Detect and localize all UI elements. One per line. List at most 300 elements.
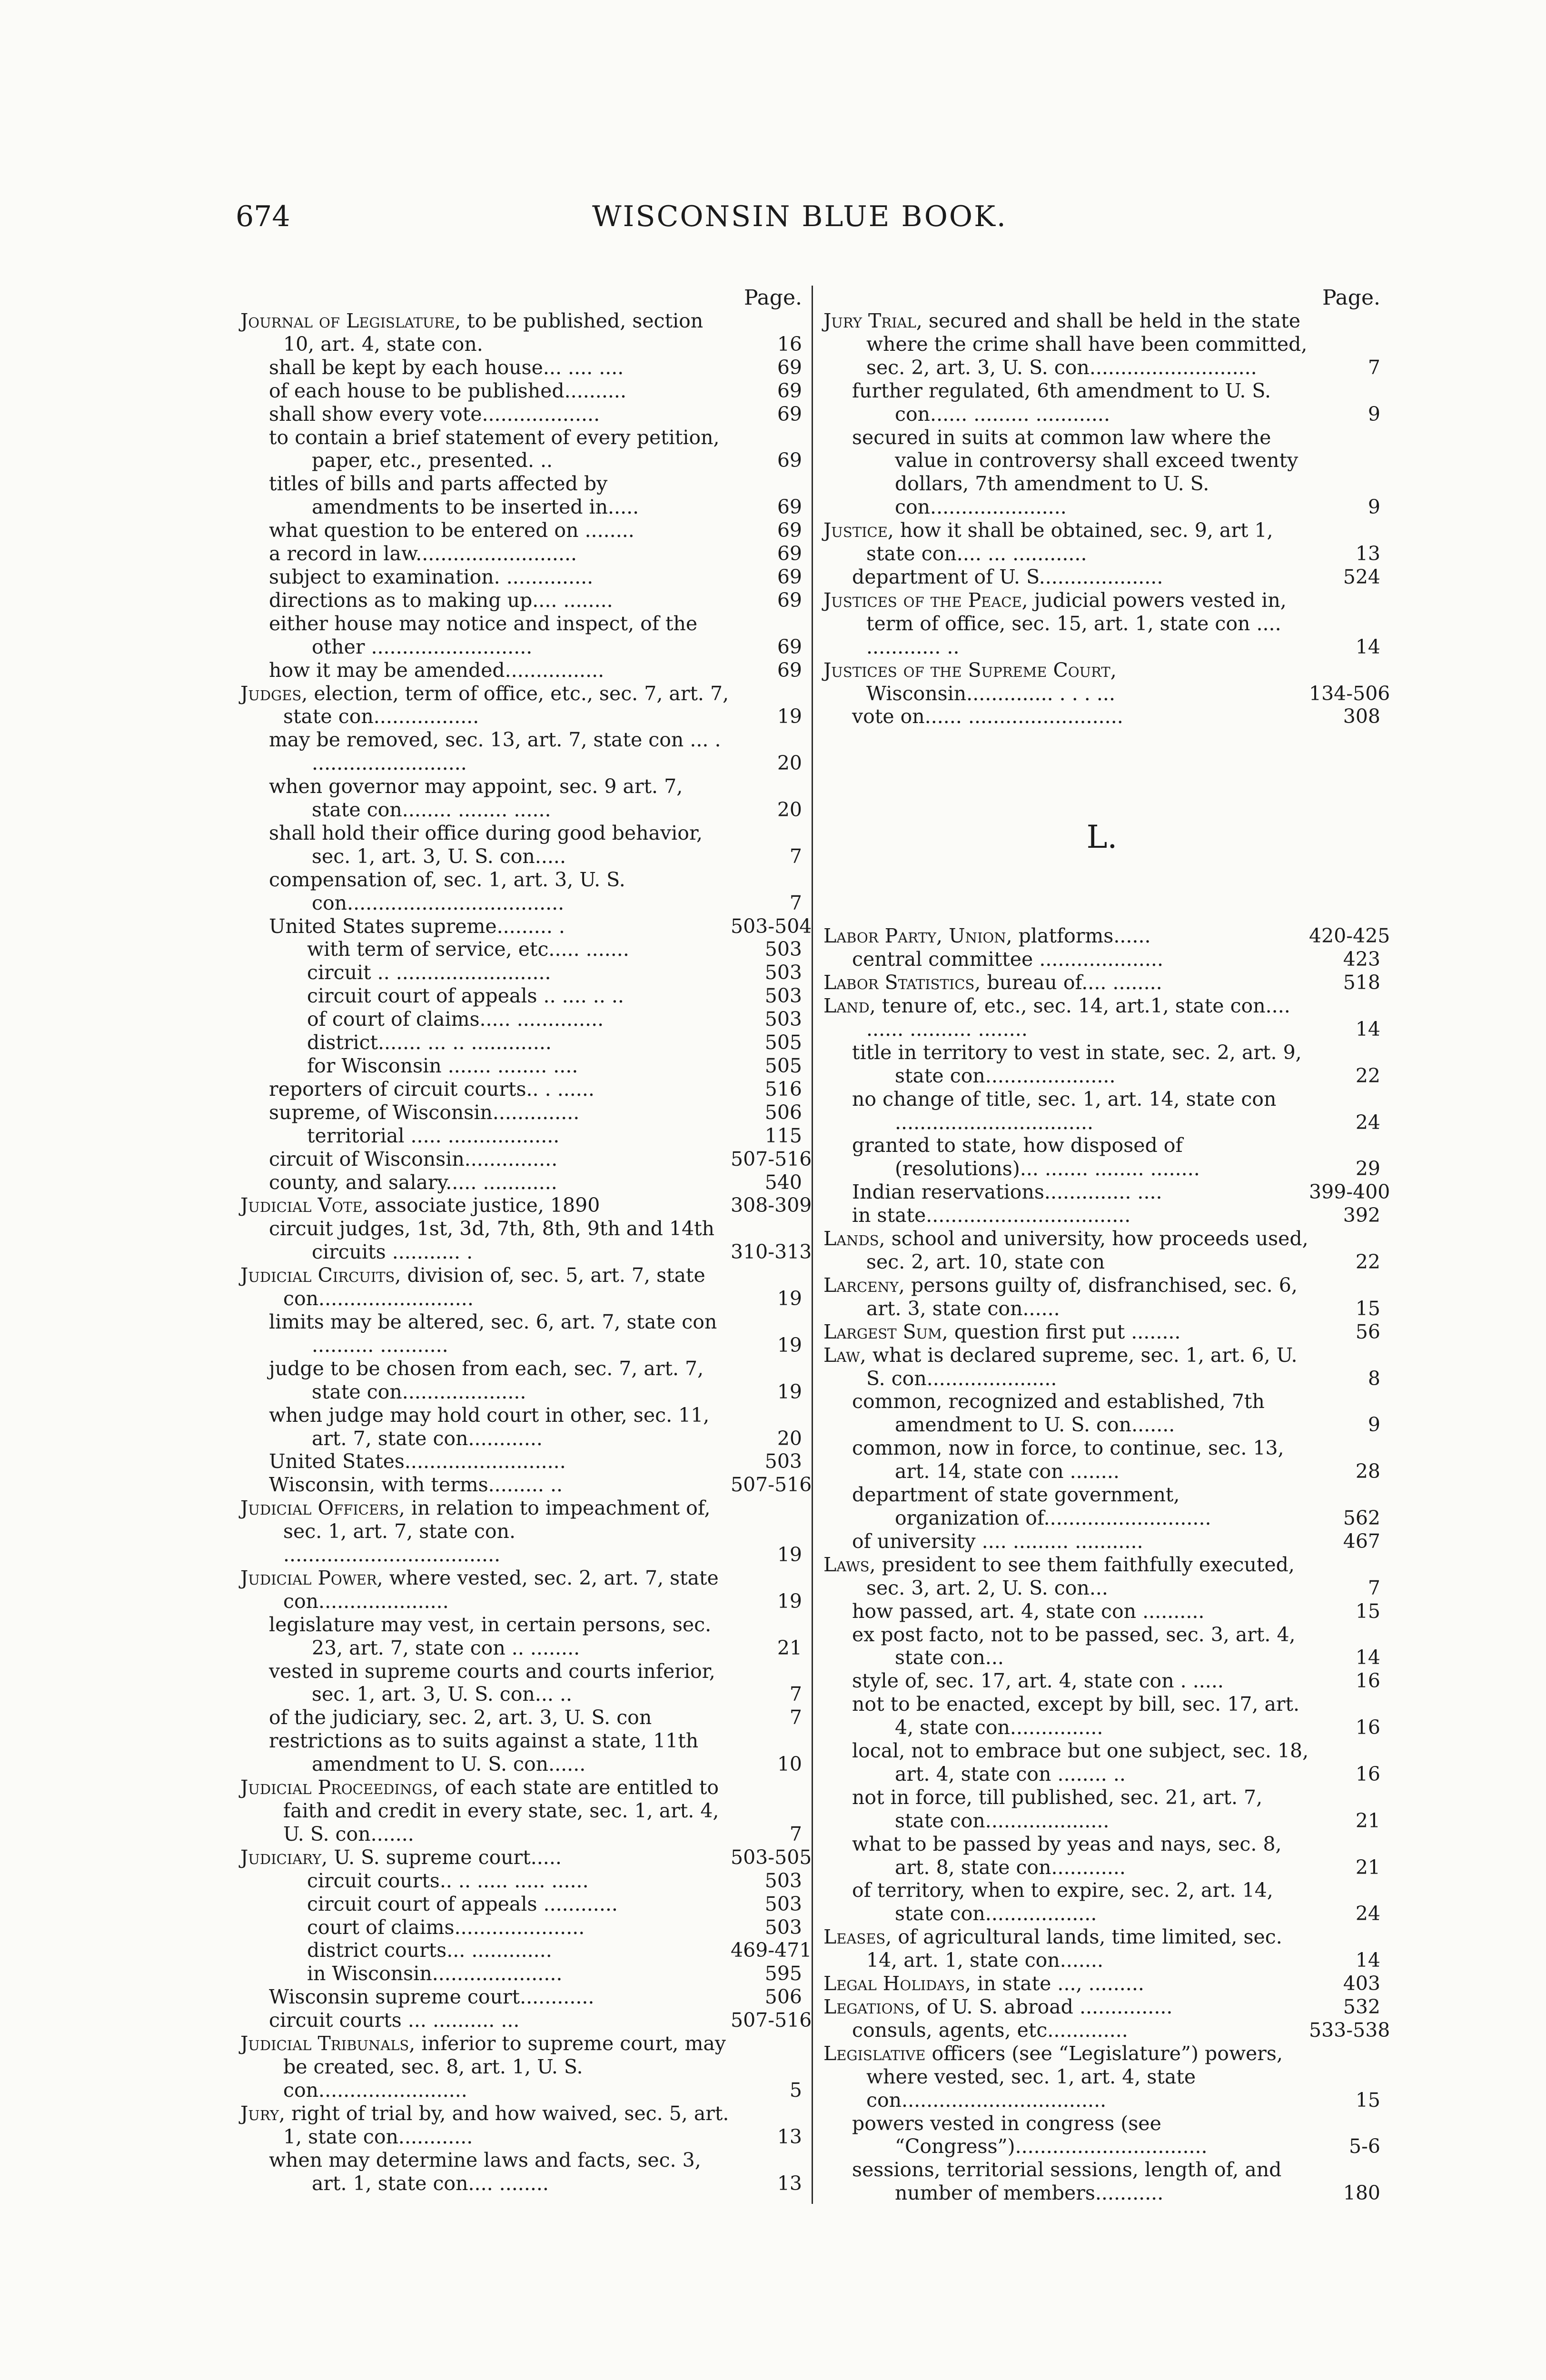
entry-text [852, 1041, 1309, 1088]
index-entry [823, 1669, 1380, 1693]
entry-page-number: 7 [789, 1683, 802, 1706]
index-entry [240, 309, 802, 356]
entry-page-number: 69 [777, 379, 802, 402]
index-entry [240, 2149, 802, 2195]
entry-heading: Legations, [823, 1995, 921, 2018]
index-entry [240, 1124, 802, 1148]
entry-page-number: 7 [789, 1706, 802, 1729]
entry-text [852, 2112, 1309, 2159]
index-entry [240, 1497, 802, 1567]
entry-page-number: 503 [764, 1450, 802, 1473]
index-entry [240, 542, 802, 565]
entry-description: question first put ........ [948, 1320, 1181, 1343]
index-entry [240, 1776, 802, 1846]
entry-description: for Wisconsin ....... ........ .... [307, 1054, 578, 1077]
entry-page-number: 180 [1343, 2182, 1380, 2205]
entry-text [852, 1600, 1309, 1623]
entry-page-number: 506 [764, 1985, 802, 2009]
index-entry [823, 1925, 1380, 1972]
entry-description: circuit court of appeals .. .... .. .. [307, 984, 624, 1008]
entry-description: local, not to embrace but one subject, sec. 18, art. 4, state con ........ .. [852, 1739, 1309, 1785]
entry-description: consuls, agents, etc............. [852, 2018, 1128, 2042]
index-entry [823, 1274, 1380, 1320]
entry-heading: Legal Holidays, [823, 1972, 971, 1995]
entry-page-number: 7 [789, 844, 802, 868]
index-entry [823, 426, 1380, 519]
entry-description: titles of bills and parts affected by amendments to be inserted in..... [269, 472, 639, 519]
entry-page-number: 19 [777, 1333, 802, 1357]
entry-description: how it shall be obtained, sec. 9, art 1, state con.... ... ............ [866, 519, 1273, 565]
index-entry-list [240, 309, 812, 2195]
entry-description: restrictions as to suits against a state, 11th amendment to U. S. con...... [269, 1729, 699, 1776]
entry-description: tenure of, etc., sec. 14, art.1, state con.... ...... .......... ........ [866, 994, 1290, 1041]
index-entry [240, 822, 802, 868]
entry-description: inferior to supreme court, may be created, sec. 8, art. 1, U. S. con........................ [283, 2032, 726, 2102]
entry-page-number: 21 [1355, 1809, 1380, 1832]
entry-text [240, 1776, 731, 1846]
index-column-left [240, 286, 812, 2195]
entry-description: to contain a brief statement of every petition, paper, etc., presented. .. [269, 426, 720, 472]
entry-heading: Judicial Officers, [240, 1497, 405, 1520]
entry-description: title in territory to vest in state, sec. 2, art. 9, state con..................... [852, 1041, 1302, 1087]
entry-page-number: 8 [1368, 1367, 1380, 1390]
entry-page-number: 310-313 [731, 1240, 812, 1264]
entry-text [269, 542, 731, 565]
entry-page-number: 532 [1343, 1995, 1380, 2018]
index-entry [240, 1962, 802, 1985]
entry-text [269, 1310, 731, 1357]
index-entry [240, 356, 802, 379]
entry-text [269, 2009, 731, 2032]
entry-page-number: 19 [777, 1287, 802, 1310]
entry-description: United States supreme......... . [269, 914, 565, 938]
index-entry [240, 1706, 802, 1729]
entry-text [240, 1194, 731, 1217]
entry-page-number: 540 [764, 1170, 802, 1194]
entry-description: when governor may appoint, sec. 9 art. 7, state con........ ........ ...... [269, 775, 683, 822]
entry-description: right of trial by, and how waived, sec. 5, art. 1, state con............ [283, 2102, 729, 2148]
entry-text [307, 1008, 731, 1031]
index-entry [240, 472, 802, 519]
index-entry [240, 1613, 802, 1660]
entry-text [852, 1204, 1309, 1227]
page-number: 674 [236, 200, 290, 233]
index-entry [240, 659, 802, 682]
entry-description: shall hold their office during good behavior, sec. 1, art. 3, U. S. con..... [269, 821, 703, 868]
entry-description: Wisconsin supreme court............ [269, 1985, 595, 2009]
entry-text [823, 1995, 1309, 2019]
entry-text [269, 1985, 731, 2009]
entry-description: territorial ..... .................. [307, 1124, 560, 1147]
entry-text [240, 2102, 731, 2149]
index-entry [823, 924, 1390, 948]
entry-page-number: 16 [777, 332, 802, 356]
entry-page-number: 28 [1355, 1460, 1380, 1483]
entry-text [269, 1404, 731, 1450]
entry-text [269, 1101, 731, 1124]
entry-page-number: 503 [764, 1892, 802, 1915]
entry-description: secured and shall be held in the state where the crime shall have been committed, sec. 2, art. 3, U. S. con........................... [866, 309, 1308, 379]
entry-text [852, 1879, 1309, 1925]
index-entry [240, 868, 802, 915]
entry-page-number: 308-309 [731, 1194, 812, 1217]
entry-text [269, 472, 731, 519]
entry-text [269, 1706, 731, 1729]
index-entry [240, 2032, 802, 2102]
entry-page-number: 505 [764, 1031, 802, 1054]
index-entry [240, 1101, 802, 1124]
index-entry [823, 994, 1380, 1041]
entry-description: in state................................. [852, 1204, 1131, 1227]
entry-page-number: 518 [1343, 971, 1380, 994]
entry-description: subject to examination. .............. [269, 565, 594, 588]
entry-page-number: 19 [777, 1543, 802, 1567]
entry-text [852, 565, 1309, 589]
entry-page-number: 19 [777, 705, 802, 728]
index-entry [240, 589, 802, 612]
entry-page-number: 9 [1368, 1413, 1380, 1437]
entry-text [823, 1320, 1309, 1344]
entry-text [240, 309, 731, 356]
entry-description: secured in suits at common law where the value in controversy shall exceed twenty dollars, 7th amendment to U. S. con...................... [852, 426, 1298, 519]
entry-heading: Laws, [823, 1553, 876, 1576]
entry-description: in state ..., ......... [971, 1972, 1144, 1995]
index-entry [240, 961, 802, 984]
entry-description: of court of claims..... .............. [307, 1008, 604, 1031]
entry-description: officers (see “Legislature”) powers, where vested, sec. 1, art. 4, state con................................. [866, 2042, 1283, 2112]
entry-text [269, 1729, 731, 1776]
index-entry [823, 658, 1390, 705]
entry-text [307, 1939, 731, 1962]
entry-description: Wisconsin, with terms......... .. [269, 1473, 563, 1497]
index-entry [240, 775, 802, 822]
entry-text [269, 1613, 731, 1660]
entry-page-number: 69 [777, 449, 802, 472]
entry-heading: Leases, [823, 1925, 892, 1949]
entry-text [269, 2149, 731, 2195]
entry-text [269, 612, 731, 659]
entry-page-number: 503 [764, 1869, 802, 1892]
entry-description: reporters of circuit courts.. . ...... [269, 1077, 595, 1101]
entry-page-number: 503 [764, 984, 802, 1008]
entry-description: circuit .. ......................... [307, 961, 551, 984]
entry-description: district courts... ............. [307, 1939, 552, 1962]
entry-heading: Justice, [823, 519, 894, 542]
index-entry [823, 1530, 1380, 1553]
entry-description: of agricultural lands, time limited, sec. 14, art. 1, state con....... [866, 1925, 1282, 1972]
index-entry-list [823, 309, 1390, 728]
entry-page-number: 22 [1355, 1250, 1380, 1273]
entry-text [307, 1962, 731, 1985]
index-entry [823, 1739, 1380, 1786]
entry-page-number: 503 [764, 1008, 802, 1031]
entry-text [269, 1473, 731, 1497]
entry-text [240, 2032, 731, 2102]
index-entry [240, 403, 802, 426]
entry-description: court of claims..................... [307, 1915, 585, 1939]
entry-description: of territory, when to expire, sec. 2, art. 14, state con.................. [852, 1879, 1273, 1925]
entry-description: persons guilty of, disfranchised, sec. 6, art. 3, state con...... [866, 1273, 1298, 1320]
entry-heading: Lands, [823, 1227, 885, 1250]
entry-page-number: 503 [764, 938, 802, 961]
entry-description: vested in supreme courts and courts inferior, sec. 1, art. 3, U. S. con... .. [269, 1659, 715, 1706]
index-entry [823, 565, 1380, 589]
index-entry [240, 1217, 812, 1264]
index-entry [240, 728, 802, 775]
entry-description: election, term of office, etc., sec. 7, art. 7, state con................. [283, 682, 729, 728]
entry-description: department of state government, organization of........................... [852, 1483, 1211, 1529]
entry-text [823, 589, 1309, 659]
entry-page-number: 134-506 [1309, 682, 1390, 705]
index-entry [823, 1390, 1380, 1437]
entry-text [269, 1660, 731, 1706]
entry-text [269, 356, 731, 379]
entry-text [307, 938, 731, 961]
entry-heading: Larceny, [823, 1273, 905, 1297]
index-entry [823, 2158, 1380, 2205]
entry-text [852, 1134, 1309, 1180]
entry-page-number: 29 [1355, 1157, 1380, 1180]
entry-description: circuit of Wisconsin............... [269, 1147, 558, 1170]
index-entry [240, 1729, 802, 1776]
entry-page-number: 69 [777, 542, 802, 565]
entry-page-number: 595 [764, 1962, 802, 1985]
entry-page-number: 19 [777, 1589, 802, 1613]
index-entry [240, 2009, 812, 2032]
entry-page-number: 20 [777, 798, 802, 822]
entry-text [823, 519, 1309, 565]
entry-page-number: 503-504 [731, 914, 812, 938]
index-entry [823, 519, 1380, 565]
entry-page-number: 7 [1368, 356, 1380, 379]
entry-page-number: 19 [777, 1380, 802, 1403]
entry-description: powers vested in congress (see “Congress”)............................... [852, 2112, 1208, 2158]
entry-text [269, 1148, 731, 1171]
entry-text [269, 868, 731, 915]
entry-text [852, 1739, 1309, 1786]
entry-heading: Labor Party, Union, [823, 924, 1012, 948]
entry-description: president to see them faithfully executed, sec. 3, art. 2, U. S. con... [866, 1553, 1295, 1599]
index-entry [240, 379, 802, 403]
entry-page-number: 524 [1343, 565, 1380, 588]
entry-description: Wisconsin.............. . . . ... [866, 682, 1115, 705]
entry-text [852, 2158, 1309, 2205]
entry-page-number: 503 [764, 1915, 802, 1939]
entry-description: circuit court of appeals ............ [307, 1892, 618, 1915]
index-entry [823, 1088, 1380, 1134]
entry-description: judge to be chosen from each, sec. 7, art. 7, state con.................... [269, 1357, 704, 1403]
entry-page-number: 21 [1355, 1855, 1380, 1879]
index-entry [240, 519, 802, 542]
entry-text [269, 915, 731, 938]
entry-page-number: 14 [1355, 1949, 1380, 1972]
entry-heading: Journal of Legislature, [240, 309, 461, 332]
index-entry [240, 1147, 812, 1171]
index-entry [240, 1031, 802, 1054]
index-entry [823, 1600, 1380, 1623]
entry-page-number: 308 [1343, 705, 1380, 728]
entry-description: further regulated, 6th amendment to U. S. con...... ......... ............ [852, 379, 1271, 426]
index-entry [823, 705, 1380, 728]
index-entry [823, 1623, 1380, 1670]
entry-heading: Judicial Vote, [240, 1194, 369, 1217]
entry-description: vote on...... ......................... [852, 705, 1123, 728]
entry-text [269, 426, 731, 473]
entry-text [269, 1217, 731, 1264]
entry-page-number: 7 [1368, 1576, 1380, 1599]
index-entry [823, 1833, 1380, 1879]
entry-description: style of, sec. 17, art. 4, state con . ..... [852, 1669, 1224, 1693]
index-entry [240, 612, 802, 659]
entry-description: circuit courts ... .......... ... [269, 2009, 520, 2032]
entry-page-number: 20 [777, 1427, 802, 1450]
page-title: WISCONSIN BLUE BOOK. [592, 200, 1008, 233]
entry-text [852, 1669, 1309, 1693]
entry-page-number: 69 [777, 356, 802, 379]
entry-text [823, 1227, 1309, 1274]
index-entry [240, 1357, 802, 1404]
entry-text [823, 1344, 1309, 1390]
index-entry [240, 2102, 802, 2149]
entry-text [240, 1497, 731, 1567]
entry-page-number: 69 [777, 588, 802, 612]
entry-description: platforms...... [1012, 924, 1151, 948]
entry-text [269, 565, 731, 589]
entry-description: in relation to impeachment of, sec. 1, art. 7, state con. ................................... [283, 1497, 711, 1567]
entry-description: with term of service, etc..... ....... [307, 938, 629, 961]
index-entry [240, 938, 802, 961]
entry-description: of each house to be published.......... [269, 379, 626, 402]
entry-description: common, now in force, to continue, sec. 13, art. 14, state con ........ [852, 1437, 1284, 1483]
entry-page-number: 24 [1355, 1111, 1380, 1134]
entry-description: compensation of, sec. 1, art. 3, U. S. con................................... [269, 868, 625, 914]
entry-page-number: 507-516 [731, 2009, 812, 2032]
entry-page-number: 13 [1355, 542, 1380, 565]
entry-text [240, 682, 731, 729]
entry-page-number: 69 [777, 519, 802, 542]
entry-text [307, 984, 731, 1008]
entry-description: when judge may hold court in other, sec. 11, art. 7, state con............ [269, 1403, 710, 1450]
entry-page-number: 516 [764, 1077, 802, 1101]
entry-description: shall show every vote................... [269, 402, 600, 426]
entry-text [823, 971, 1309, 994]
entry-description: common, recognized and established, 7th amendment to U. S. con....... [852, 1390, 1265, 1437]
index-entry [240, 1660, 802, 1706]
entry-text [307, 1124, 731, 1148]
entry-description: of each state are entitled to faith and credit in every state, sec. 1, art. 4, U. S. con....... [283, 1776, 719, 1845]
entry-text [823, 309, 1309, 379]
index-entry [240, 1310, 802, 1357]
index-entry [240, 1171, 802, 1194]
entry-text [823, 1925, 1309, 1972]
section-letter: L. [1086, 819, 1118, 856]
column-divider [812, 286, 813, 2204]
index-entry [240, 1845, 812, 1869]
entry-page-number: 13 [777, 2172, 802, 2195]
entry-text [240, 1846, 731, 1869]
entry-text [240, 1264, 731, 1310]
index-entry [823, 1134, 1380, 1180]
index-entry [240, 1985, 802, 2009]
entry-page-number: 507-516 [731, 1473, 812, 1497]
entry-description: sessions, territorial sessions, length of, and number of members........... [852, 2158, 1282, 2205]
page-column-label: Page. [743, 286, 802, 310]
entry-description: shall be kept by each house... .... .... [269, 356, 624, 379]
entry-page-number: 14 [1355, 1646, 1380, 1669]
entry-page-number: 507-516 [731, 1147, 812, 1170]
entry-text [307, 1916, 731, 1939]
entry-page-number: 392 [1343, 1204, 1380, 1227]
index-entry [823, 948, 1380, 971]
entry-text [852, 1530, 1309, 1553]
entry-page-number: 533-538 [1309, 2018, 1390, 2042]
index-entry [823, 2018, 1390, 2042]
entry-description: of university .... ......... ........... [852, 1529, 1143, 1553]
index-entry [823, 1204, 1380, 1227]
page-header [236, 200, 1364, 243]
entry-text [852, 1623, 1309, 1670]
entry-page-number: 10 [777, 1753, 802, 1776]
entry-description: bureau of.... ........ [981, 971, 1162, 994]
entry-text [269, 1171, 731, 1194]
entry-page-number: 399-400 [1309, 1180, 1390, 1204]
entry-page-number: 56 [1355, 1320, 1380, 1343]
entry-description: what question to be entered on ........ [269, 519, 634, 542]
index-entry [823, 1693, 1380, 1739]
entry-description: directions as to making up.... ........ [269, 588, 613, 612]
entry-page-number: 69 [777, 402, 802, 426]
entry-page-number: 21 [777, 1636, 802, 1659]
index-entry [823, 971, 1380, 994]
entry-heading: Jury, [240, 2102, 285, 2125]
entry-description: limits may be altered, sec. 6, art. 7, state con .......... ........... [269, 1310, 717, 1357]
entry-description: may be removed, sec. 13, art. 7, state con ... . ......................... [269, 728, 721, 775]
index-entry [240, 1078, 802, 1101]
entry-text [269, 1357, 731, 1404]
index-entry [823, 1879, 1380, 1925]
entry-page-number: 14 [1355, 635, 1380, 658]
entry-page-number: 69 [777, 496, 802, 519]
entry-page-number: 24 [1355, 1902, 1380, 1925]
entry-heading: Land, [823, 994, 876, 1018]
entry-text [269, 659, 731, 682]
index-entry [240, 426, 802, 473]
entry-page-number: 9 [1368, 496, 1380, 519]
index-entry [240, 1264, 802, 1310]
entry-page-number: 15 [1355, 1599, 1380, 1623]
entry-text [269, 728, 731, 775]
entry-page-number: 15 [1355, 1297, 1380, 1320]
index-entry [823, 1320, 1380, 1344]
entry-text [852, 1786, 1309, 1833]
index-entry [240, 984, 802, 1008]
index-entry [240, 1916, 802, 1939]
entry-page-number: 15 [1355, 2088, 1380, 2112]
entry-description: in Wisconsin..................... [307, 1962, 563, 1985]
entry-description: no change of title, sec. 1, art. 14, state con ................................ [852, 1087, 1277, 1134]
index-entry [823, 1041, 1380, 1088]
index-entry [823, 1786, 1380, 1833]
index-entry [240, 1869, 802, 1893]
entry-page-number: 7 [789, 1822, 802, 1845]
entry-text [269, 822, 731, 868]
index-entry [823, 1553, 1380, 1600]
entry-description: department of U. S.................... [852, 565, 1163, 588]
index-entry [823, 1180, 1390, 1204]
entry-text [240, 1567, 731, 1613]
entry-text [852, 2019, 1309, 2042]
entry-page-number: 505 [764, 1054, 802, 1077]
